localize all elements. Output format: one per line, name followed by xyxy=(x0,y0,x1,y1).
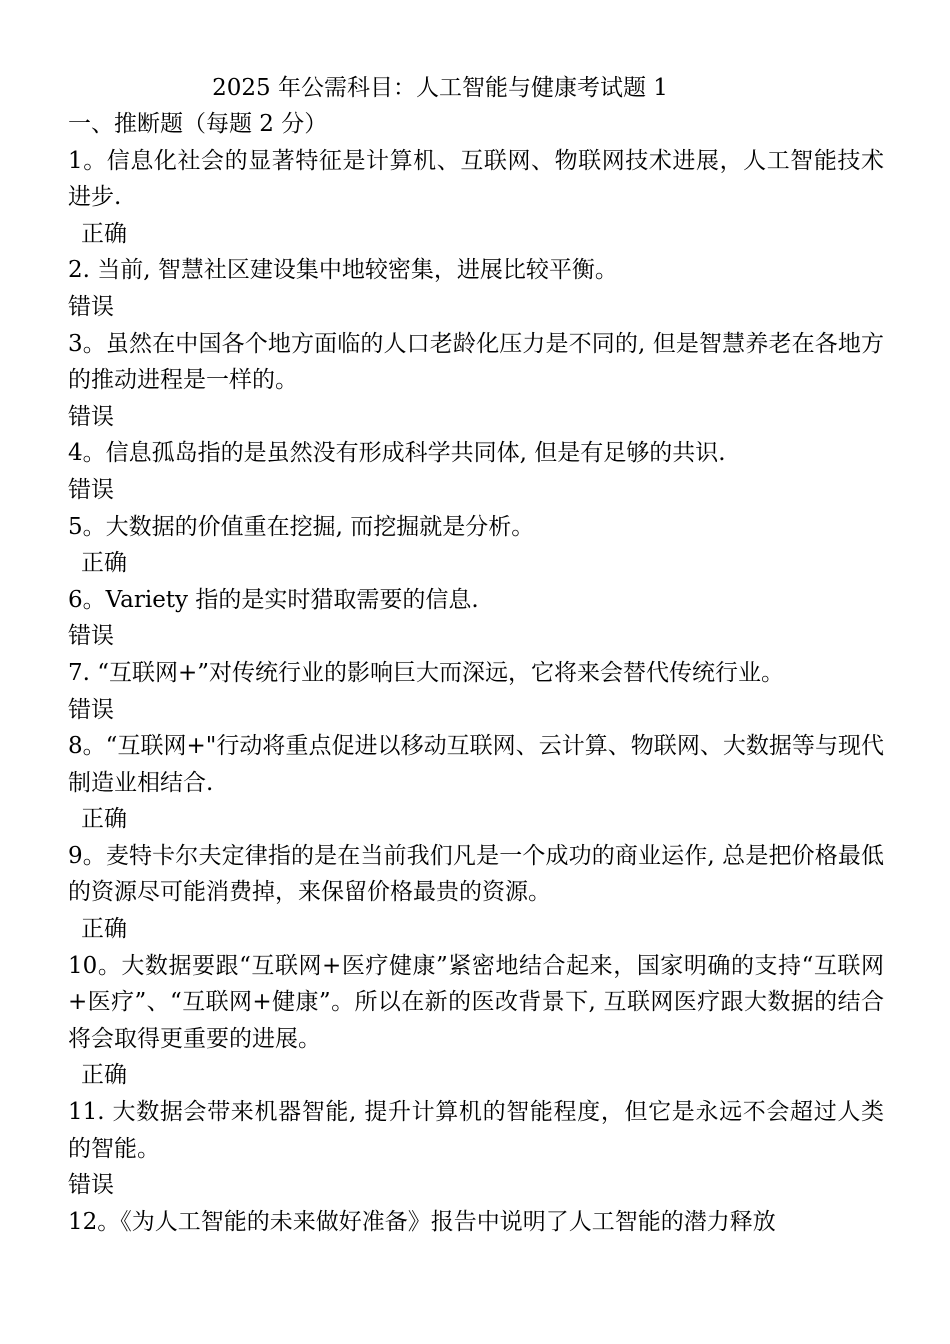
answer-9: 正确 xyxy=(81,916,127,943)
question-7: 7. “互联网+”对传统行业的影响巨大而深远，它将来会替代传统行业。 xyxy=(68,659,785,686)
question-8: 8。“互联网+"行动将重点促进以移动互联网、云计算、物联网、大数据等与现代制造业相结合. xyxy=(68,733,884,796)
answer-5: 正确 xyxy=(81,550,127,577)
answer-7: 错误 xyxy=(68,696,114,723)
question-4: 4。信息孤岛指的是虽然没有形成科学共同体, 但是有足够的共识. xyxy=(68,440,726,467)
answer-11: 错误 xyxy=(68,1172,114,1199)
answer-8: 正确 xyxy=(81,806,127,833)
answer-1: 正确 xyxy=(81,220,127,247)
question-3: 3。虽然在中国各个地方面临的人口老龄化压力是不同的, 但是智慧养老在各地方的推动进程是一样的。 xyxy=(68,330,884,394)
answer-2: 错误 xyxy=(68,293,114,320)
question-5: 5。大数据的价值重在挖掘, 而挖掘就是分析。 xyxy=(68,513,535,540)
question-9: 9。麦特卡尔夫定律指的是在当前我们凡是一个成功的商业运作, 总是把价格最低的资源尽可能消费掉，来保留价格最贵的资源。 xyxy=(68,842,884,906)
answer-3: 错误 xyxy=(68,403,114,430)
document-title: 2025 年公需科目：人工智能与健康考试题 1 xyxy=(212,75,668,101)
document-body xyxy=(68,106,884,1240)
question-1: 1。信息化社会的显著特征是计算机、互联网、物联网技术进展，人工智能技术进步. xyxy=(68,147,884,211)
answer-4: 错误 xyxy=(68,476,114,503)
question-12: 12。《为人工智能的未来做好准备》报告中说明了人工智能的潜力释放 xyxy=(68,1208,776,1235)
question-6: 6。Variety 指的是实时猎取需要的信息. xyxy=(68,586,479,613)
question-2: 2. 当前, 智慧社区建设集中地较密集，进展比较平衡。 xyxy=(68,257,618,284)
question-11: 11. 大数据会带来机器智能, 提升计算机的智能程度，但它是永远不会超过人类的智能。 xyxy=(68,1099,884,1162)
question-10: 10。大数据要跟“互联网+医疗健康”紧密地结合起来，国家明确的支持“互联网+医疗”、“互联网+健康”。所以在新的医改背景下, 互联网医疗跟大数据的结合将会取得更重要的进展。 xyxy=(68,952,884,1052)
answer-6: 错误 xyxy=(68,623,114,650)
answer-10: 正确 xyxy=(81,1062,127,1089)
section-heading: 一、推断题（每题 2 分） xyxy=(68,111,328,137)
